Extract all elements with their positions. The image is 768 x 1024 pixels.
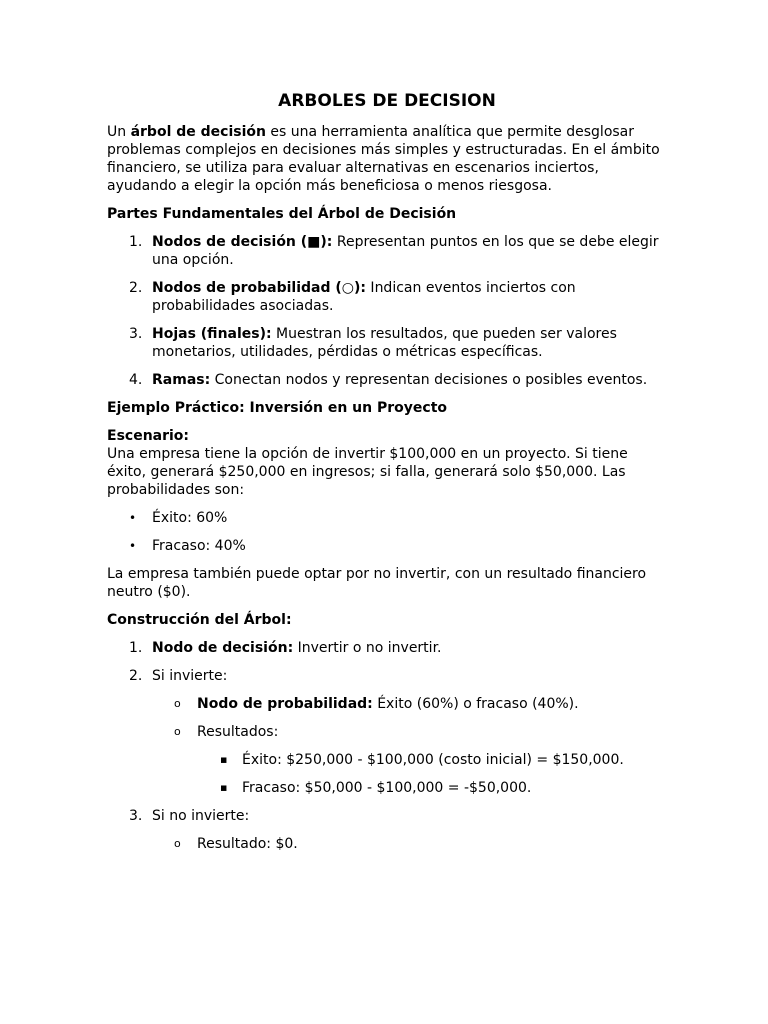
substep-text: Resultado: $0. [197,836,298,852]
document-body [107,90,667,863]
part-term: Nodos de decisión (■): [152,234,333,250]
probability-text: Éxito: 60% [152,510,228,526]
intro-pre: Un [107,124,131,140]
square-bullet-icon: ▪ [220,753,228,766]
list-item [107,233,667,269]
result-text: Fracaso: $50,000 - $100,000 = -$50,000. [242,780,532,796]
part-text: Conectan nodos y representan decisiones o posibles eventos. [210,372,648,388]
list-number: 4. [129,372,143,388]
list-item [107,779,667,797]
list-item [107,695,667,713]
circle-bullet-icon: o [174,837,181,850]
list-item [107,807,667,853]
example-heading: Ejemplo Práctico: Inversión en un Proyecto [107,400,447,416]
list-number: 2. [129,668,143,684]
square-bullet-icon: ▪ [220,781,228,794]
part-text: Indican eventos inciertos con probabilidades asociadas. [152,280,576,314]
list-item [107,537,667,555]
intro-paragraph [107,123,667,195]
substep-text: Éxito (60%) o fracaso (40%). [372,696,579,712]
part-text: Muestran los resultados, que pueden ser valores monetarios, utilidades, pérdidas o métricas específicas. [152,326,617,360]
scenario-text: Una empresa tiene la opción de invertir $100,000 en un proyecto. Si tiene éxito, generará $250,000 en ingresos; si falla, generará solo $50,000. Las probabilidades son: [107,446,628,498]
list-item [107,751,667,769]
step-term: Nodo de decisión: [152,640,294,656]
list-number: 2. [129,280,143,296]
parts-list [107,233,667,389]
list-item [107,639,667,657]
list-number: 3. [129,326,143,342]
list-item [107,667,667,797]
circle-bullet-icon: o [174,725,181,738]
part-text: Representan puntos en los que se debe elegir una opción. [152,234,659,268]
circle-bullet-icon: o [174,697,181,710]
scenario-label: Escenario: [107,428,190,444]
list-item [107,835,667,853]
invest-sublist [107,695,667,797]
substep-text: Resultados: [197,724,279,740]
alternative-paragraph: La empresa también puede optar por no invertir, con un resultado financiero neutro ($0). [107,566,647,600]
document-title: ARBOLES DE DECISION [278,91,496,111]
list-number: 1. [129,234,143,250]
list-number: 3. [129,808,143,824]
construction-list [107,639,667,853]
no-invest-sublist [107,835,667,853]
list-item [107,509,667,527]
list-number: 1. [129,640,143,656]
results-sublist [107,751,667,797]
list-item [107,325,667,361]
construction-heading: Construcción del Árbol: [107,612,292,628]
part-term: Ramas: [152,372,211,388]
substep-term: Nodo de probabilidad: [197,696,373,712]
scenario-paragraph [107,427,667,499]
parts-heading: Partes Fundamentales del Árbol de Decisión [107,206,457,222]
step-text: Si no invierte: [152,808,250,824]
part-term: Hojas (finales): [152,326,272,342]
result-text: Éxito: $250,000 - $100,000 (costo inicial) = $150,000. [242,752,624,768]
list-item [107,371,667,389]
list-item [107,279,667,315]
bullet-icon: • [129,511,137,525]
bullet-icon: • [129,539,137,553]
probability-text: Fracaso: 40% [152,538,246,554]
probabilities-list [107,509,667,555]
part-term: Nodos de probabilidad (○): [152,280,366,296]
step-text: Si invierte: [152,668,228,684]
intro-bold-term: árbol de decisión [130,124,266,140]
intro-post: es una herramienta analítica que permite desglosar problemas complejos en decisiones más simples y estructuradas. En el ámbito financiero, se utiliza para evaluar alternativas en escenarios inciertos, ayudando a elegir la opción más beneficiosa o menos riesgosa. [107,124,660,194]
step-text: Invertir o no invertir. [293,640,442,656]
list-item [107,723,667,797]
